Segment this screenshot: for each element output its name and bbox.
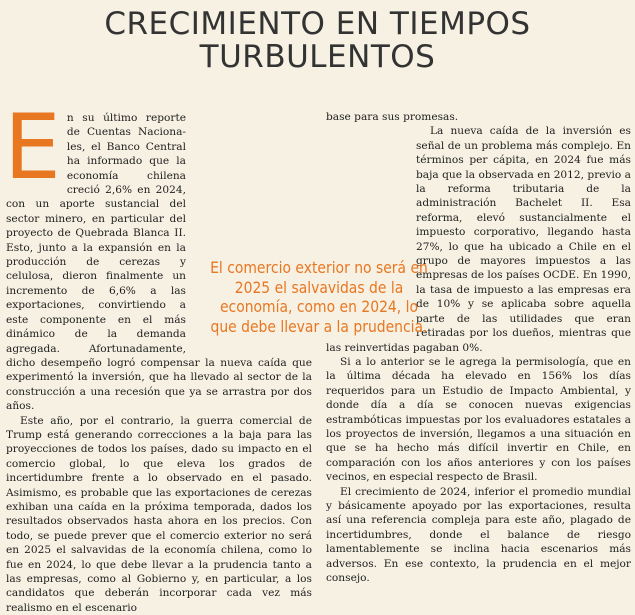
body-paragraph: Si a lo anterior se le agrega la permisología, que en la última década ha elevado en 156% los días requeridos para un Estudio de Impacto Ambiental, y donde día a día se conocen nuevas exigencias estrambóticas impuestas por los evaluadores estatales a los proyectos de inversión, llegamos a una situación en que se ha hecho más difícil invertir en Chile, en comparación con los años anteriores y con los países vecinos, en especial respecto de Brasil. bbox=[326, 355, 631, 484]
body-paragraph: Este año, por el contrario, la guerra comercial de Trump está generando correcciones a la baja para las proyecciones de todos los países, dado su impacto en el comercio global, lo que eleva los grados de incertidumbre frente a lo observado en el pasado. Asimismo, es probable que las exportaciones de cerezas exhiban una caída en la próxima temporada, dados los resultados observados hasta ahora en los precios. Con todo, se puede prever que el comercio exterior no será en 2025 el salvavidas de la economía chilena, como lo fue en 2024, lo que debe llevar a la prudencia tanto a las empresas, como al Gobierno y, en particular, a los candidatos que deberán incorporar cada vez más realismo en el escenario bbox=[6, 414, 312, 614]
body-paragraph: base para sus promesas. bbox=[326, 111, 459, 123]
body-paragraph: La nueva caída de la inversión es señal de un problema más complejo. En términos per cápita, en 2024 fue más baja que la observada en 2012, previo a la reforma tributaria de la administración Bachelet II. Esa reforma, elevó sustancialmente el impuesto corporativo, llegando hasta 27%, lo que ha ubicado a Chile en el grupo de mayores impuestos a las empresas de los países OCDE. En 1990, la tasa de impuesto a las empresas era de 10% y se aplicaba sobre aquella parte de las utilidades que eran retiradas por los dueños, mientras que las reinvertidas pagaban 0%. bbox=[326, 125, 631, 354]
pull-quote: El comercio exterior no será en 2025 el salvavidas de la economía, como en 2024, lo que debe llevar a la prudencia. bbox=[210, 258, 428, 336]
body-paragraph: El crecimiento de 2024, inferior el promedio mundial y básicamente apoyado por las exportaciones, resulta así una referencia compleja para este año, plagado de incertidumbres, donde el balance de riesgo lamentablemente se inclina hacia escenarios más adversos. En ese contexto, la prudencia en el mejor consejo. bbox=[326, 485, 631, 584]
article-title-line-1: CRECIMIENTO EN TIEMPOS bbox=[104, 6, 531, 42]
right-column bbox=[326, 110, 631, 585]
drop-cap: E bbox=[4, 95, 61, 200]
body-paragraph: En su último reporte de Cuentas Naciona-les, el Banco Central ha informado que la economía chilena creció 2,6% en 2024, con un aporte sustancial del sector minero, en particular del proyecto de Quebrada Blanca II. Esto, junto a la expansión en la producción de cerezas y celulosa, dieron finalmente un incremento de 6,6% a las exportaciones, convirtiendo a este componente en el más dinámico de la demanda agregada. Afortunadamente, dicho desempeño logró compensar la nueva caída que experimentó la inversión, que ha llevado al sector de la construcción a una recesión que ya se arrastra por dos años. bbox=[4, 95, 312, 413]
left-column bbox=[4, 95, 312, 615]
article-title-line-2: TURBULENTOS bbox=[199, 39, 436, 75]
article-title bbox=[0, 8, 635, 74]
